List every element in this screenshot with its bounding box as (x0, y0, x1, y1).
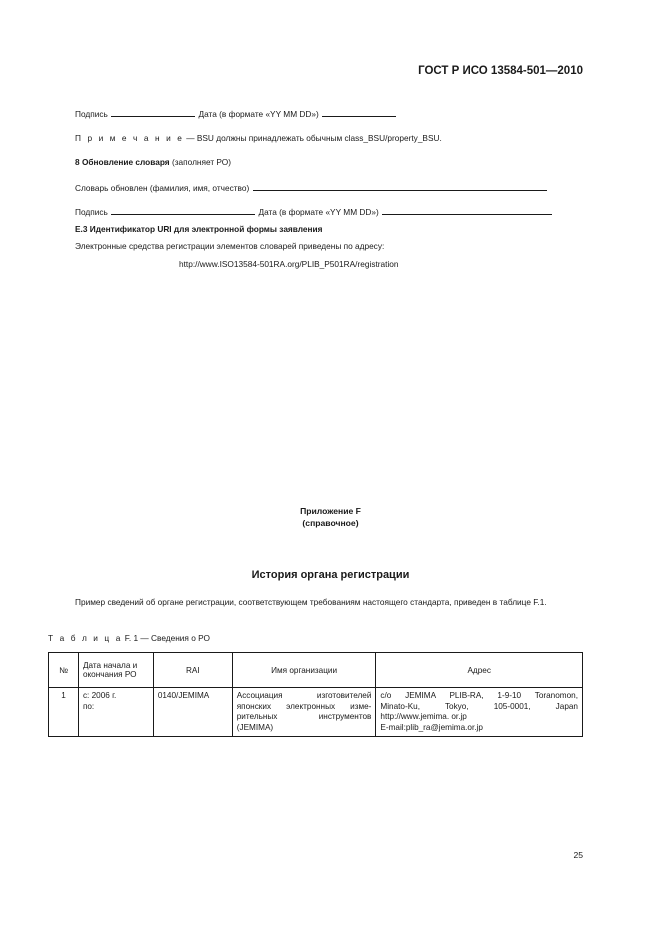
header-address: Адрес (376, 653, 583, 688)
cell-org-name (232, 688, 376, 737)
cell-org-line2: японских электронных изме- (236, 701, 372, 711)
section-e3-number: Е.3 (75, 224, 88, 234)
cell-addr-line2: Minato-Ku, Tokyo, 105-0001, Japan (380, 701, 578, 711)
section-8-suffix: (заполняет РО) (169, 157, 231, 167)
signature-blank (111, 206, 255, 215)
cell-org-line1: Ассоциация изготовителей (236, 691, 372, 700)
date-label: Дата (в формате «YY MM DD») (198, 109, 319, 119)
signature-blank (111, 108, 195, 117)
header-org-name: Имя организации (232, 653, 376, 688)
header-number: № (49, 653, 79, 688)
table-header-row (49, 653, 583, 688)
header-dates-line1: Дата начала и (82, 661, 138, 670)
cell-addr-line3[interactable]: http://www.jemima. or.jp (380, 712, 467, 721)
electronic-means-text: Электронные средства регистрации элементов словарей приведены по адресу: (75, 241, 385, 251)
signature-label: Подпись (75, 207, 108, 217)
cell-number: 1 (49, 688, 79, 737)
signature-line-1 (75, 108, 397, 119)
section-8-number: 8 (75, 157, 80, 167)
document-header: ГОСТ Р ИСО 13584-501—2010 (418, 65, 583, 77)
section-8-title: Обновление словаря (81, 157, 170, 167)
table-caption-number: F. 1 (124, 633, 139, 643)
table-caption-text: — Сведения о РО (138, 633, 210, 643)
registration-url: http://www.ISO13584-501RA.org/PLIB_P501RA/registration (179, 259, 399, 269)
page-number: 25 (573, 850, 583, 860)
cell-addr-line1: c/o JEMIMA PLIB-RA, 1-9-10 Toranomon, (380, 691, 578, 700)
note-text: — BSU должны принадлежать обычным class_BSU/property_BSU. (183, 133, 442, 143)
history-intro: Пример сведений об органе регистрации, соответствующем требованиям настоящего стандарта, приведен в таблице F.1. (75, 597, 547, 607)
appendix-subtitle: (справочное) (302, 518, 359, 528)
header-rai: RAI (153, 653, 232, 688)
table-caption-label: Т а б л и ц а (48, 633, 123, 643)
date-label: Дата (в формате «YY MM DD») (258, 207, 379, 217)
section-8-heading (75, 157, 231, 167)
cell-dates (78, 688, 153, 737)
cell-date-end: по: (82, 701, 95, 711)
note-label: П р и м е ч а н и е (75, 133, 184, 143)
header-dates-line2: окончания РО (82, 670, 137, 679)
table-row (49, 688, 583, 737)
table-caption (48, 633, 210, 643)
date-blank (322, 108, 396, 117)
dictionary-updated-line (75, 182, 548, 193)
note (75, 133, 442, 143)
cell-org-line3: рительных инструментов (236, 712, 372, 721)
signature-line-2 (75, 206, 553, 217)
header-dates (78, 653, 153, 688)
dictionary-updated-label: Словарь обновлен (фамилия, имя, отчество) (75, 183, 250, 193)
section-e3-heading (75, 224, 323, 234)
date-blank (382, 206, 552, 215)
history-title: История органа регистрации (251, 569, 410, 581)
cell-address (376, 688, 583, 737)
appendix-title: Приложение F (300, 506, 361, 516)
cell-date-start: с: 2006 г. (82, 691, 117, 700)
cell-org-line4: (JEMIMA) (236, 722, 274, 732)
section-e3-title: Идентификатор URI для электронной формы заявления (89, 224, 323, 234)
signature-label: Подпись (75, 109, 108, 119)
dictionary-updated-blank (253, 182, 547, 191)
cell-rai: 0140/JEMIMA (153, 688, 232, 737)
registration-authority-table (48, 652, 583, 737)
cell-addr-line4[interactable]: E-mail:plib_ra@jemima.or.jp (380, 722, 483, 732)
